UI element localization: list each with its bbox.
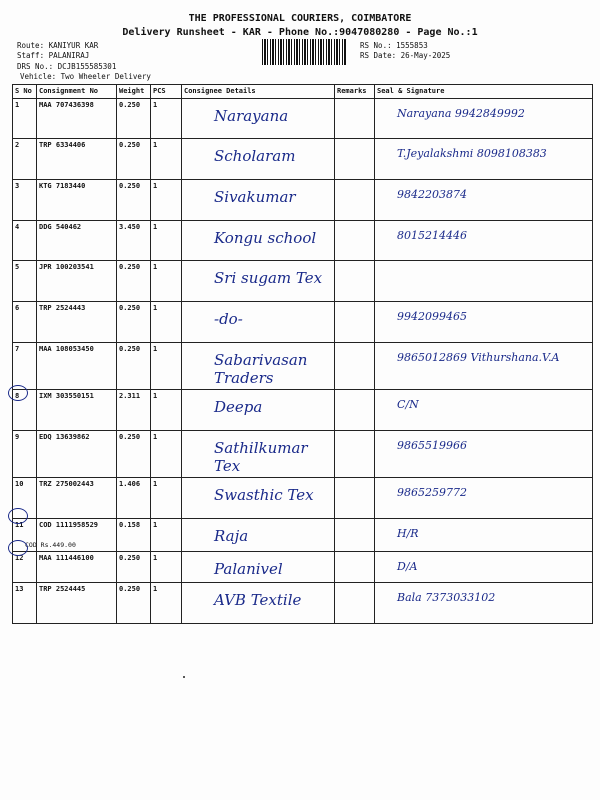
row-consignee (182, 519, 335, 552)
row-remarks (335, 99, 375, 139)
table-row (13, 261, 593, 302)
row-weight: 0.158 (117, 519, 151, 552)
handwritten-consignee: Raja (214, 527, 249, 545)
handwritten-signature: Bala 7373033102 (397, 591, 496, 604)
row-pcs: 1 (151, 431, 182, 478)
handwritten-signature: D/A (397, 560, 418, 573)
row-pcs: 1 (151, 552, 182, 583)
row-consignment-no (37, 583, 117, 624)
row-weight: 1.406 (117, 478, 151, 519)
row-pcs: 1 (151, 302, 182, 343)
row-pcs: 1 (151, 180, 182, 221)
row-sno: 5 (13, 261, 37, 302)
consignment-number: MAA 111446100 (39, 554, 94, 562)
row-weight: 0.250 (117, 552, 151, 583)
handwritten-signature: 9865259772 (397, 486, 467, 499)
handwritten-signature: Narayana 9942849992 (397, 107, 525, 120)
row-weight: 0.250 (117, 180, 151, 221)
row-sno: 13 (13, 583, 37, 624)
handwritten-signature: T.Jeyalakshmi 8098108383 (397, 147, 547, 160)
row-consignment-no (37, 221, 117, 261)
row-weight: 0.250 (117, 343, 151, 390)
handwritten-signature: H/R (397, 527, 419, 540)
rs-date: RS Date: 26-May-2025 (360, 51, 451, 60)
row-consignment-no (37, 180, 117, 221)
row-remarks (335, 583, 375, 624)
row-remarks (335, 478, 375, 519)
row-signature (375, 302, 593, 343)
staff-label: Staff: PALANIRAJ (17, 51, 90, 60)
row-pcs: 1 (151, 99, 182, 139)
row-sno: 7 (13, 343, 37, 390)
row-signature (375, 343, 593, 390)
row-weight: 0.250 (117, 302, 151, 343)
row-consignment-no (37, 261, 117, 302)
row-remarks (335, 431, 375, 478)
row-weight: 0.250 (117, 139, 151, 180)
table-row (13, 478, 593, 519)
row-consignee (182, 390, 335, 431)
col-consignee: Consignee Details (182, 85, 335, 99)
consignment-number: MAA 707436398 (39, 101, 94, 109)
consignment-number: EDQ 13639862 (39, 433, 90, 441)
row-signature (375, 99, 593, 139)
row-consignment-no (37, 302, 117, 343)
col-weight: Weight (117, 85, 151, 99)
table-row (13, 431, 593, 478)
row-signature (375, 431, 593, 478)
row-weight: 0.250 (117, 99, 151, 139)
row-remarks (335, 221, 375, 261)
col-sno: S No (13, 85, 37, 99)
table-row (13, 99, 593, 139)
row-remarks (335, 180, 375, 221)
row-remarks (335, 302, 375, 343)
row-sno: 4 (13, 221, 37, 261)
row-signature (375, 261, 593, 302)
consignment-number: TRP 2524445 (39, 585, 86, 593)
row-consignment-no (37, 139, 117, 180)
rs-number: RS No.: 1555853 (360, 41, 428, 50)
consignment-number: IXM 303550151 (39, 392, 94, 400)
cod-amount: COD Rs.449.00 (25, 541, 76, 549)
route-label: Route: KANIYUR KAR (17, 41, 99, 50)
stray-dot (183, 676, 185, 678)
row-remarks (335, 343, 375, 390)
row-consignee (182, 552, 335, 583)
row-consignee (182, 139, 335, 180)
row-pcs: 1 (151, 583, 182, 624)
row-signature (375, 478, 593, 519)
handwritten-signature: 9865519966 (397, 439, 467, 452)
table-row (13, 583, 593, 624)
col-remarks: Remarks (335, 85, 375, 99)
row-consignee (182, 431, 335, 478)
handwritten-signature: 9842203874 (397, 188, 467, 201)
table-row (13, 552, 593, 583)
row-pcs: 1 (151, 139, 182, 180)
row-weight: 0.250 (117, 583, 151, 624)
row-consignment-no (37, 552, 117, 583)
drs-number: DRS No.: DCJB155585301 (17, 62, 117, 71)
table-row (13, 302, 593, 343)
table-row (13, 343, 593, 390)
handwritten-signature: C/N (397, 398, 419, 411)
row-sno: 8 (13, 390, 37, 431)
handwritten-consignee: Sabarivasan Traders (214, 351, 308, 387)
row-consignee (182, 583, 335, 624)
row-pcs: 1 (151, 478, 182, 519)
barcode-image (262, 39, 346, 65)
row-consignment-no (37, 390, 117, 431)
row-weight: 0.250 (117, 261, 151, 302)
row-pcs: 1 (151, 519, 182, 552)
handwritten-consignee: AVB Textile (214, 591, 302, 609)
row-sno: 10 (13, 478, 37, 519)
row-weight: 3.450 (117, 221, 151, 261)
handwritten-signature: 9865012869 Vithurshana.V.A (397, 351, 560, 364)
handwritten-signature: 9942099465 (397, 310, 467, 323)
row-signature (375, 221, 593, 261)
circle-mark-11 (8, 508, 28, 524)
circle-mark-8 (8, 385, 28, 401)
row-remarks (335, 390, 375, 431)
handwritten-consignee: Swasthic Tex (214, 486, 314, 504)
handwritten-consignee: Deepa (214, 398, 263, 416)
vehicle-label: Vehicle: Two Wheeler Delivery (20, 72, 151, 81)
consignment-number: COD 1111958529 (39, 521, 99, 529)
table-row (13, 221, 593, 261)
row-sno: 6 (13, 302, 37, 343)
row-remarks (335, 261, 375, 302)
handwritten-consignee: -do- (214, 310, 243, 328)
table-header (13, 85, 593, 99)
row-pcs: 1 (151, 390, 182, 431)
row-signature (375, 552, 593, 583)
row-signature (375, 519, 593, 552)
row-consignment-no (37, 343, 117, 390)
row-remarks (335, 519, 375, 552)
col-pcs: PCS (151, 85, 182, 99)
row-sno: 11 (13, 519, 37, 552)
row-sno: 3 (13, 180, 37, 221)
row-signature (375, 139, 593, 180)
circle-mark-12 (8, 540, 28, 556)
row-consignee (182, 302, 335, 343)
handwritten-signature: 8015214446 (397, 229, 467, 242)
row-consignment-no (25, 519, 117, 552)
row-consignee (182, 180, 335, 221)
table-row (13, 139, 593, 180)
row-weight: 2.311 (117, 390, 151, 431)
handwritten-consignee: Palanivel (214, 560, 283, 578)
runsheet-table (12, 84, 593, 624)
consignment-number: TRZ 275002443 (39, 480, 94, 488)
row-consignee (182, 478, 335, 519)
row-signature (375, 390, 593, 431)
consignment-number: MAA 108053450 (39, 345, 94, 353)
handwritten-consignee: Narayana (214, 107, 289, 125)
consignment-number: JPR 100203541 (39, 263, 94, 271)
consignment-number: TRP 2524443 (39, 304, 86, 312)
handwritten-consignee: Sathilkumar Tex (214, 439, 308, 475)
row-pcs: 1 (151, 261, 182, 302)
row-consignee (182, 261, 335, 302)
consignment-number: DDG 540462 (39, 223, 82, 231)
row-pcs: 1 (151, 343, 182, 390)
row-sno: 9 (13, 431, 37, 478)
consignment-number: TRP 6334406 (39, 141, 86, 149)
row-signature (375, 583, 593, 624)
col-signature: Seal & Signature (375, 85, 593, 99)
table-row (13, 180, 593, 221)
row-consignment-no (37, 99, 117, 139)
row-remarks (335, 139, 375, 180)
col-consignment: Consignment No (37, 85, 117, 99)
table-row (13, 519, 593, 552)
table-row (13, 390, 593, 431)
handwritten-consignee: Sri sugam Tex (214, 269, 323, 287)
row-sno: 2 (13, 139, 37, 180)
row-consignment-no (37, 431, 117, 478)
row-weight: 0.250 (117, 431, 151, 478)
runsheet-subtitle: Delivery Runsheet - KAR - Phone No.:9047080280 - Page No.:1 (122, 27, 478, 38)
row-consignee (182, 99, 335, 139)
handwritten-signature (377, 263, 590, 269)
row-consignee (182, 343, 335, 390)
row-pcs: 1 (151, 221, 182, 261)
row-sno: 1 (13, 99, 37, 139)
row-consignment-no (37, 478, 117, 519)
company-title: THE PROFESSIONAL COURIERS, COIMBATORE (188, 13, 412, 24)
consignment-number: KTG 7183440 (39, 182, 86, 190)
row-consignee (182, 221, 335, 261)
row-signature (375, 180, 593, 221)
row-sno: 12 (13, 552, 37, 583)
handwritten-consignee: Scholaram (214, 147, 296, 165)
handwritten-consignee: Sivakumar (214, 188, 296, 206)
row-remarks (335, 552, 375, 583)
handwritten-consignee: Kongu school (214, 229, 317, 247)
